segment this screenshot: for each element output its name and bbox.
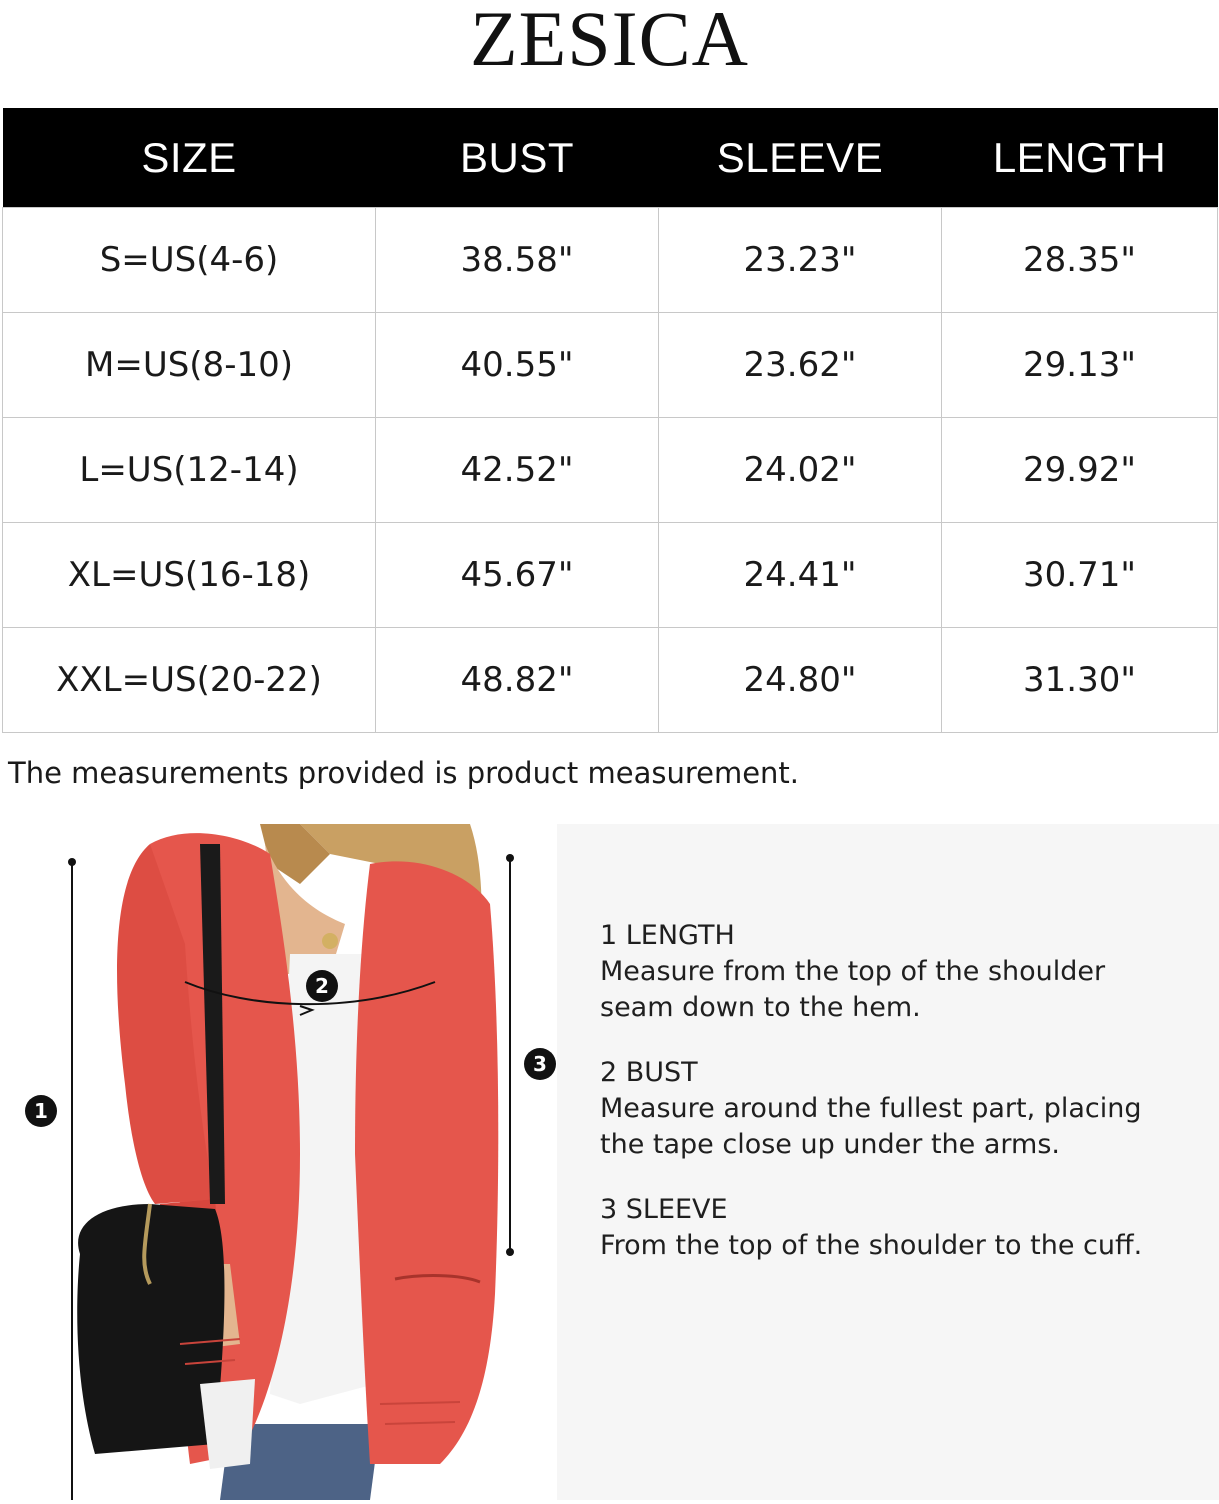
- cardigan-illustration: [0, 824, 556, 1500]
- length-cell: 30.71": [942, 523, 1218, 628]
- sleeve-cell: 24.41": [659, 523, 942, 628]
- guide-bust-desc-1: Measure around the fullest part, placing: [600, 1093, 1142, 1124]
- guide-bust-desc-2: the tape close up under the arms.: [600, 1129, 1060, 1160]
- column-header-size: SIZE: [3, 108, 376, 208]
- marker-1: 1: [25, 1095, 57, 1127]
- size-cell: L=US(12-14): [3, 418, 376, 523]
- guide-length-title: 1 LENGTH: [600, 920, 735, 951]
- length-cell: 28.35": [942, 208, 1218, 313]
- sleeve-cell: 24.02": [659, 418, 942, 523]
- bust-cell: 42.52": [376, 418, 659, 523]
- guide-sleeve-title: 3 SLEEVE: [600, 1194, 728, 1225]
- size-chart-table: [2, 108, 1218, 733]
- measurement-note: The measurements provided is product measurement.: [8, 756, 800, 790]
- column-header-bust: BUST: [376, 108, 659, 208]
- sleeve-cell: 23.62": [659, 313, 942, 418]
- size-cell: M=US(8-10): [3, 313, 376, 418]
- table-row: [3, 208, 1218, 313]
- size-cell: XXL=US(20-22): [3, 628, 376, 733]
- product-photo: [0, 824, 556, 1500]
- size-cell: XL=US(16-18): [3, 523, 376, 628]
- bust-cell: 40.55": [376, 313, 659, 418]
- guide-bust: [600, 1055, 1160, 1163]
- guide-sleeve: [600, 1192, 1160, 1264]
- marker-3: 3: [524, 1048, 556, 1080]
- guide-bust-title: 2 BUST: [600, 1057, 698, 1088]
- marker-2: 2: [306, 970, 338, 1002]
- length-cell: 29.13": [942, 313, 1218, 418]
- length-cell: 29.92": [942, 418, 1218, 523]
- table-header-row: [3, 108, 1218, 208]
- sleeve-cell: 24.80": [659, 628, 942, 733]
- guide-length-desc-2: seam down to the hem.: [600, 992, 921, 1023]
- table-row: [3, 313, 1218, 418]
- bust-cell: 45.67": [376, 523, 659, 628]
- table-row: [3, 523, 1218, 628]
- sleeve-cell: 23.23": [659, 208, 942, 313]
- guide-length-desc-1: Measure from the top of the shoulder: [600, 956, 1106, 987]
- guide-length: [600, 918, 1160, 1026]
- column-header-length: LENGTH: [942, 108, 1218, 208]
- bust-cell: 38.58": [376, 208, 659, 313]
- table-row: [3, 418, 1218, 523]
- length-cell: 31.30": [942, 628, 1218, 733]
- table-row: [3, 628, 1218, 733]
- size-cell: S=US(4-6): [3, 208, 376, 313]
- brand-logo: ZESICA: [470, 0, 749, 82]
- guide-sleeve-desc-1: From the top of the shoulder to the cuff.: [600, 1230, 1143, 1261]
- bust-cell: 48.82": [376, 628, 659, 733]
- column-header-sleeve: SLEEVE: [659, 108, 942, 208]
